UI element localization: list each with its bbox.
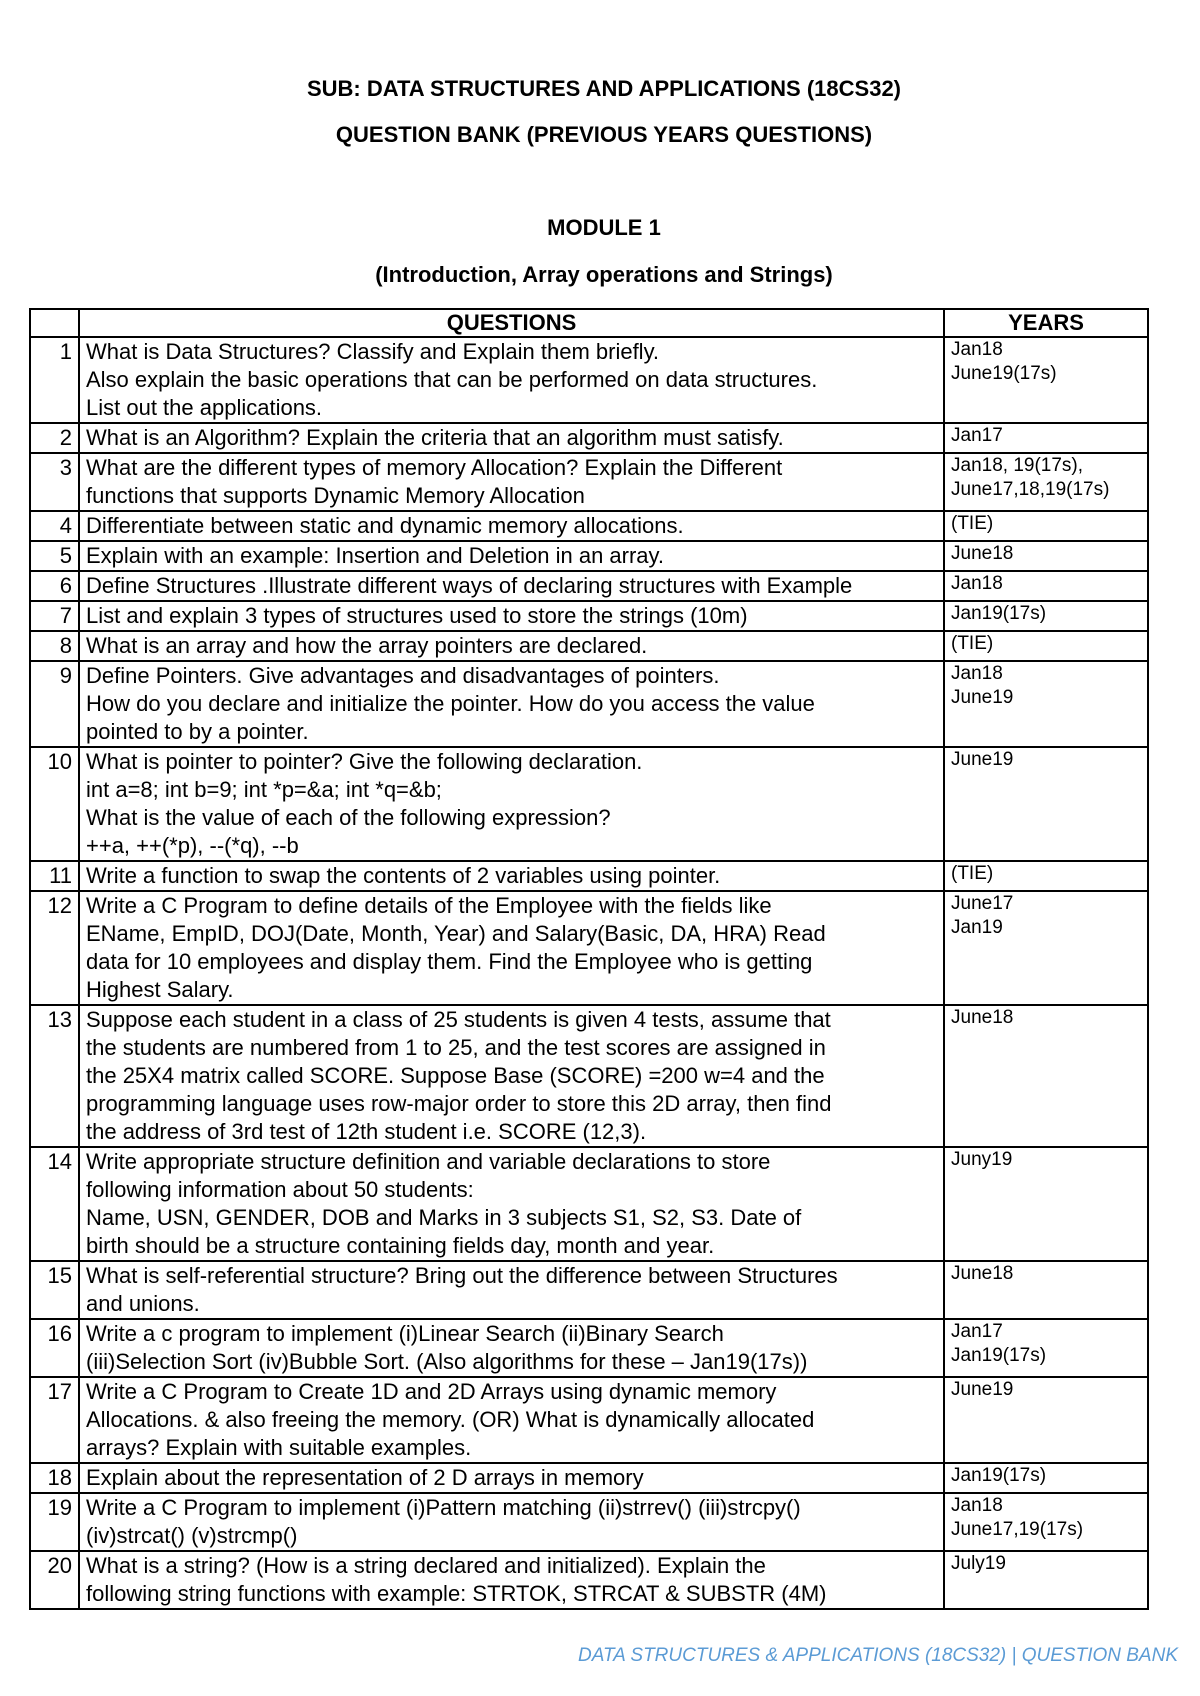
- table-row: [30, 1005, 1148, 1147]
- question-text: Write a C Program to implement (i)Pattern matching (ii)strrev() (iii)strcpy() (iv)strcat() (v)strcmp(): [79, 1493, 944, 1551]
- subject-title: SUB: DATA STRUCTURES AND APPLICATIONS (18CS32): [306, 76, 902, 101]
- question-number: 8: [30, 631, 79, 661]
- question-text: Define Pointers. Give advantages and disadvantages of pointers. How do you declare and initialize the pointer. How do you access the value pointed to by a pointer.: [79, 661, 944, 747]
- question-text: Write a C Program to Create 1D and 2D Arrays using dynamic memory Allocations. & also freeing the memory. (OR) What is dynamically allocated arrays? Explain with suitable examples.: [79, 1377, 944, 1463]
- table-row: [30, 453, 1148, 511]
- question-number: 1: [30, 337, 79, 423]
- question-years: June18: [944, 1005, 1148, 1147]
- question-number: 11: [30, 861, 79, 891]
- question-text: List and explain 3 types of structures used to store the strings (10m): [79, 601, 944, 631]
- question-text: What are the different types of memory Allocation? Explain the Different functions that supports Dynamic Memory Allocation: [79, 453, 944, 511]
- question-text: Write a C Program to define details of the Employee with the fields like EName, EmpID, DOJ(Date, Month, Year) and Salary(Basic, DA, HRA) Read data for 10 employees and display them. Find the Employee who is getting Highest Salary.: [79, 891, 944, 1005]
- question-number: 14: [30, 1147, 79, 1261]
- column-header-questions: QUESTIONS: [79, 309, 944, 337]
- question-number: 16: [30, 1319, 79, 1377]
- question-text: Write a c program to implement (i)Linear Search (ii)Binary Search (iii)Selection Sort (iv)Bubble Sort. (Also algorithms for these – Jan19(17s)): [79, 1319, 944, 1377]
- question-text: What is a string? (How is a string declared and initialized). Explain the following string functions with example: STRTOK, STRCAT & SUBSTR (4M): [79, 1551, 944, 1609]
- question-text: Explain with an example: Insertion and Deletion in an array.: [79, 541, 944, 571]
- question-years: Jan18: [944, 571, 1148, 601]
- table-row: [30, 891, 1148, 1005]
- question-years: (TIE): [944, 631, 1148, 661]
- question-number: 19: [30, 1493, 79, 1551]
- table-row: [30, 1319, 1148, 1377]
- module-topic: (Introduction, Array operations and Strings): [375, 262, 833, 287]
- table-row: [30, 571, 1148, 601]
- question-number: 15: [30, 1261, 79, 1319]
- question-text: Write appropriate structure definition and variable declarations to store following information about 50 students: Name, USN, GENDER, DOB and Marks in 3 subjects S1, S2, S3. Date of birth should be a structure containing fields day, month and year.: [79, 1147, 944, 1261]
- question-number: 9: [30, 661, 79, 747]
- question-number: 18: [30, 1463, 79, 1493]
- question-text: What is an array and how the array pointers are declared.: [79, 631, 944, 661]
- question-number: 5: [30, 541, 79, 571]
- question-years: Juny19: [944, 1147, 1148, 1261]
- question-years: Jan17 Jan19(17s): [944, 1319, 1148, 1377]
- question-years: June17 Jan19: [944, 891, 1148, 1005]
- question-years: (TIE): [944, 861, 1148, 891]
- table-row: [30, 631, 1148, 661]
- question-years: Jan18 June17,19(17s): [944, 1493, 1148, 1551]
- table-row: [30, 337, 1148, 423]
- question-years: Jan19(17s): [944, 601, 1148, 631]
- page-footer: DATA STRUCTURES & APPLICATIONS (18CS32) | QUESTION BANK: [577, 1645, 1178, 1666]
- table-row: [30, 1493, 1148, 1551]
- question-number: 3: [30, 453, 79, 511]
- column-header-years: YEARS: [944, 309, 1148, 337]
- question-text: Differentiate between static and dynamic memory allocations.: [79, 511, 944, 541]
- question-years: Jan18 June19(17s): [944, 337, 1148, 423]
- question-text: What is pointer to pointer? Give the following declaration. int a=8; int b=9; int *p=&a; int *q=&b; What is the value of each of the following expression? ++a, ++(*p), --(*q), --b: [79, 747, 944, 861]
- question-years: Jan18 June19: [944, 661, 1148, 747]
- table-body: [30, 337, 1148, 1609]
- question-bank-title: QUESTION BANK (PREVIOUS YEARS QUESTIONS): [335, 122, 873, 147]
- question-number: 2: [30, 423, 79, 453]
- table-row: [30, 511, 1148, 541]
- question-years: June18: [944, 541, 1148, 571]
- question-text: What is self-referential structure? Bring out the difference between Structures and unions.: [79, 1261, 944, 1319]
- table-row: [30, 661, 1148, 747]
- table-row: [30, 601, 1148, 631]
- question-number: 12: [30, 891, 79, 1005]
- table-row: [30, 1463, 1148, 1493]
- question-number: 17: [30, 1377, 79, 1463]
- question-number: 4: [30, 511, 79, 541]
- table-row: [30, 861, 1148, 891]
- question-number: 20: [30, 1551, 79, 1609]
- column-header-number: [30, 309, 79, 337]
- question-years: July19: [944, 1551, 1148, 1609]
- question-years: (TIE): [944, 511, 1148, 541]
- question-text: What is Data Structures? Classify and Explain them briefly. Also explain the basic operations that can be performed on data structures. List out the applications.: [79, 337, 944, 423]
- table-header-row: [30, 309, 1148, 337]
- table-row: [30, 747, 1148, 861]
- question-number: 7: [30, 601, 79, 631]
- table-row: [30, 1377, 1148, 1463]
- question-text: What is an Algorithm? Explain the criteria that an algorithm must satisfy.: [79, 423, 944, 453]
- table-row: [30, 423, 1148, 453]
- question-text: Suppose each student in a class of 25 students is given 4 tests, assume that the students are numbered from 1 to 25, and the test scores are assigned in the 25X4 matrix called SCORE. Suppose Base (SCORE) =200 w=4 and the programming language uses row-major order to store this 2D array, then find the address of 3rd test of 12th student i.e. SCORE (12,3).: [79, 1005, 944, 1147]
- module-title: MODULE 1: [547, 215, 661, 240]
- table-row: [30, 1147, 1148, 1261]
- question-years: Jan17: [944, 423, 1148, 453]
- question-table: [29, 308, 1149, 1610]
- question-text: Write a function to swap the contents of 2 variables using pointer.: [79, 861, 944, 891]
- question-text: Explain about the representation of 2 D arrays in memory: [79, 1463, 944, 1493]
- question-text: Define Structures .Illustrate different ways of declaring structures with Example: [79, 571, 944, 601]
- question-number: 6: [30, 571, 79, 601]
- table-row: [30, 541, 1148, 571]
- question-number: 10: [30, 747, 79, 861]
- question-years: June19: [944, 747, 1148, 861]
- table-row: [30, 1551, 1148, 1609]
- question-years: June19: [944, 1377, 1148, 1463]
- table-row: [30, 1261, 1148, 1319]
- question-years: June18: [944, 1261, 1148, 1319]
- question-number: 13: [30, 1005, 79, 1147]
- question-years: Jan19(17s): [944, 1463, 1148, 1493]
- question-years: Jan18, 19(17s), June17,18,19(17s): [944, 453, 1148, 511]
